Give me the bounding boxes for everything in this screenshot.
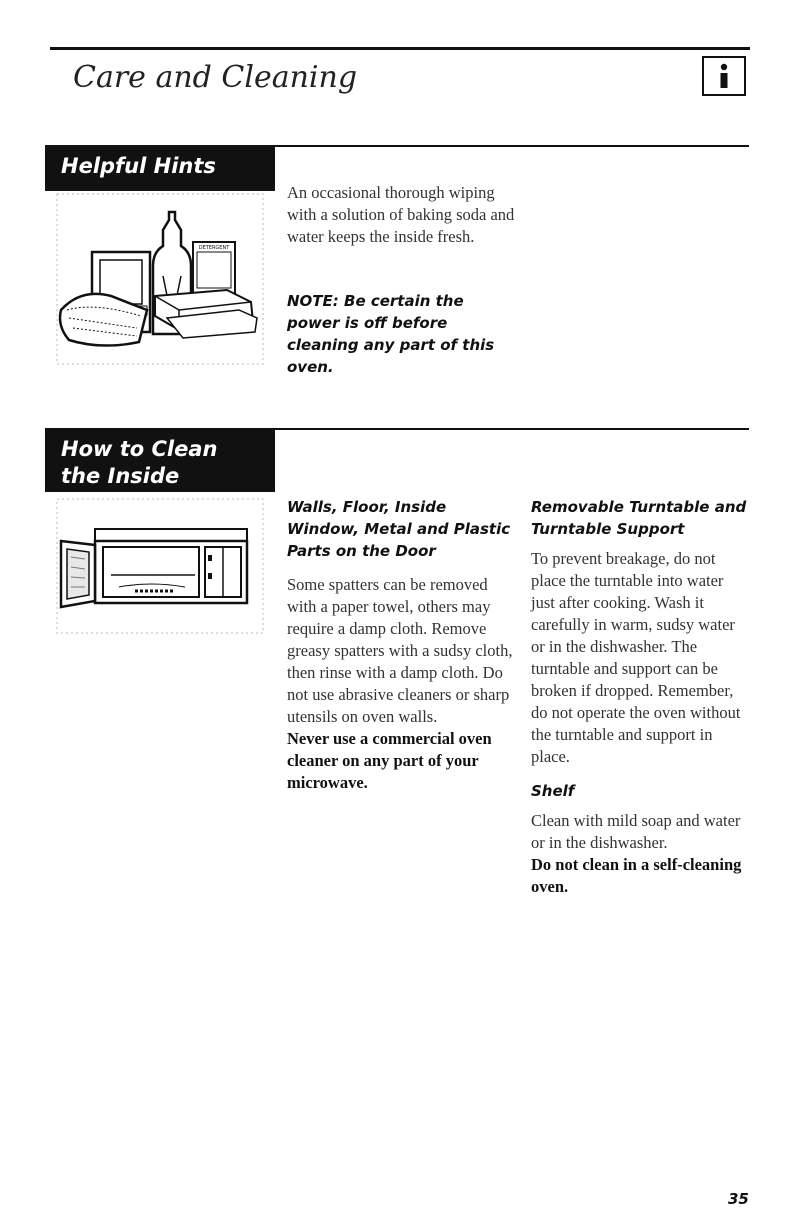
header-rule [50, 47, 750, 50]
section-divider [275, 428, 749, 430]
walls-body: Some spatters can be removed with a paper towel, others may require a damp cloth. Remove greasy spatters with a sudsy cloth, then rinse with a damp cloth. Do not use abrasive cleaners or sharp utensils on oven walls. [287, 575, 513, 726]
turntable-column [531, 496, 751, 898]
helpful-hints-banner: Helpful Hints [45, 145, 275, 191]
turntable-heading: Removable Turntable and Turntable Support [531, 498, 747, 538]
oven-cleaner-warning: Never use a commercial oven cleaner on any part of your microwave. [287, 729, 492, 792]
page-title: Care and Cleaning [73, 60, 358, 95]
cleaning-supplies-illustration [55, 192, 265, 367]
info-icon [702, 56, 746, 96]
microwave-open-door-illustration [55, 497, 265, 637]
section-divider [275, 145, 749, 147]
shelf-body: Clean with mild soap and water or in the dishwasher. [531, 811, 741, 852]
helpful-hints-text: An occasional thorough wiping with a solution of baking soda and water keeps the inside fresh. [287, 183, 515, 246]
shelf-heading: Shelf [531, 782, 575, 800]
clean-inside-banner [45, 428, 275, 492]
self-cleaning-warning: Do not clean in a self-cleaning oven. [531, 855, 742, 896]
clean-inside-banner-line2: the Inside [61, 464, 180, 488]
detergent-label: DETERGENT [198, 245, 230, 251]
power-off-note: NOTE: Be certain the power is off before cleaning any part of this oven. [287, 292, 495, 376]
page-number: 35 [728, 1190, 749, 1208]
clean-inside-banner-line1: How to Clean [61, 437, 218, 461]
walls-column [287, 496, 513, 794]
turntable-body: To prevent breakage, do not place the turntable into water just after cooking. Wash it carefully in warm, sudsy water or in the dishwasher. The turntable and support can be broken if dropped. Remember, do not operate the oven without the turntable and support in place. [531, 549, 741, 766]
walls-heading: Walls, Floor, Inside Window, Metal and Plastic Parts on the Door [287, 498, 511, 560]
